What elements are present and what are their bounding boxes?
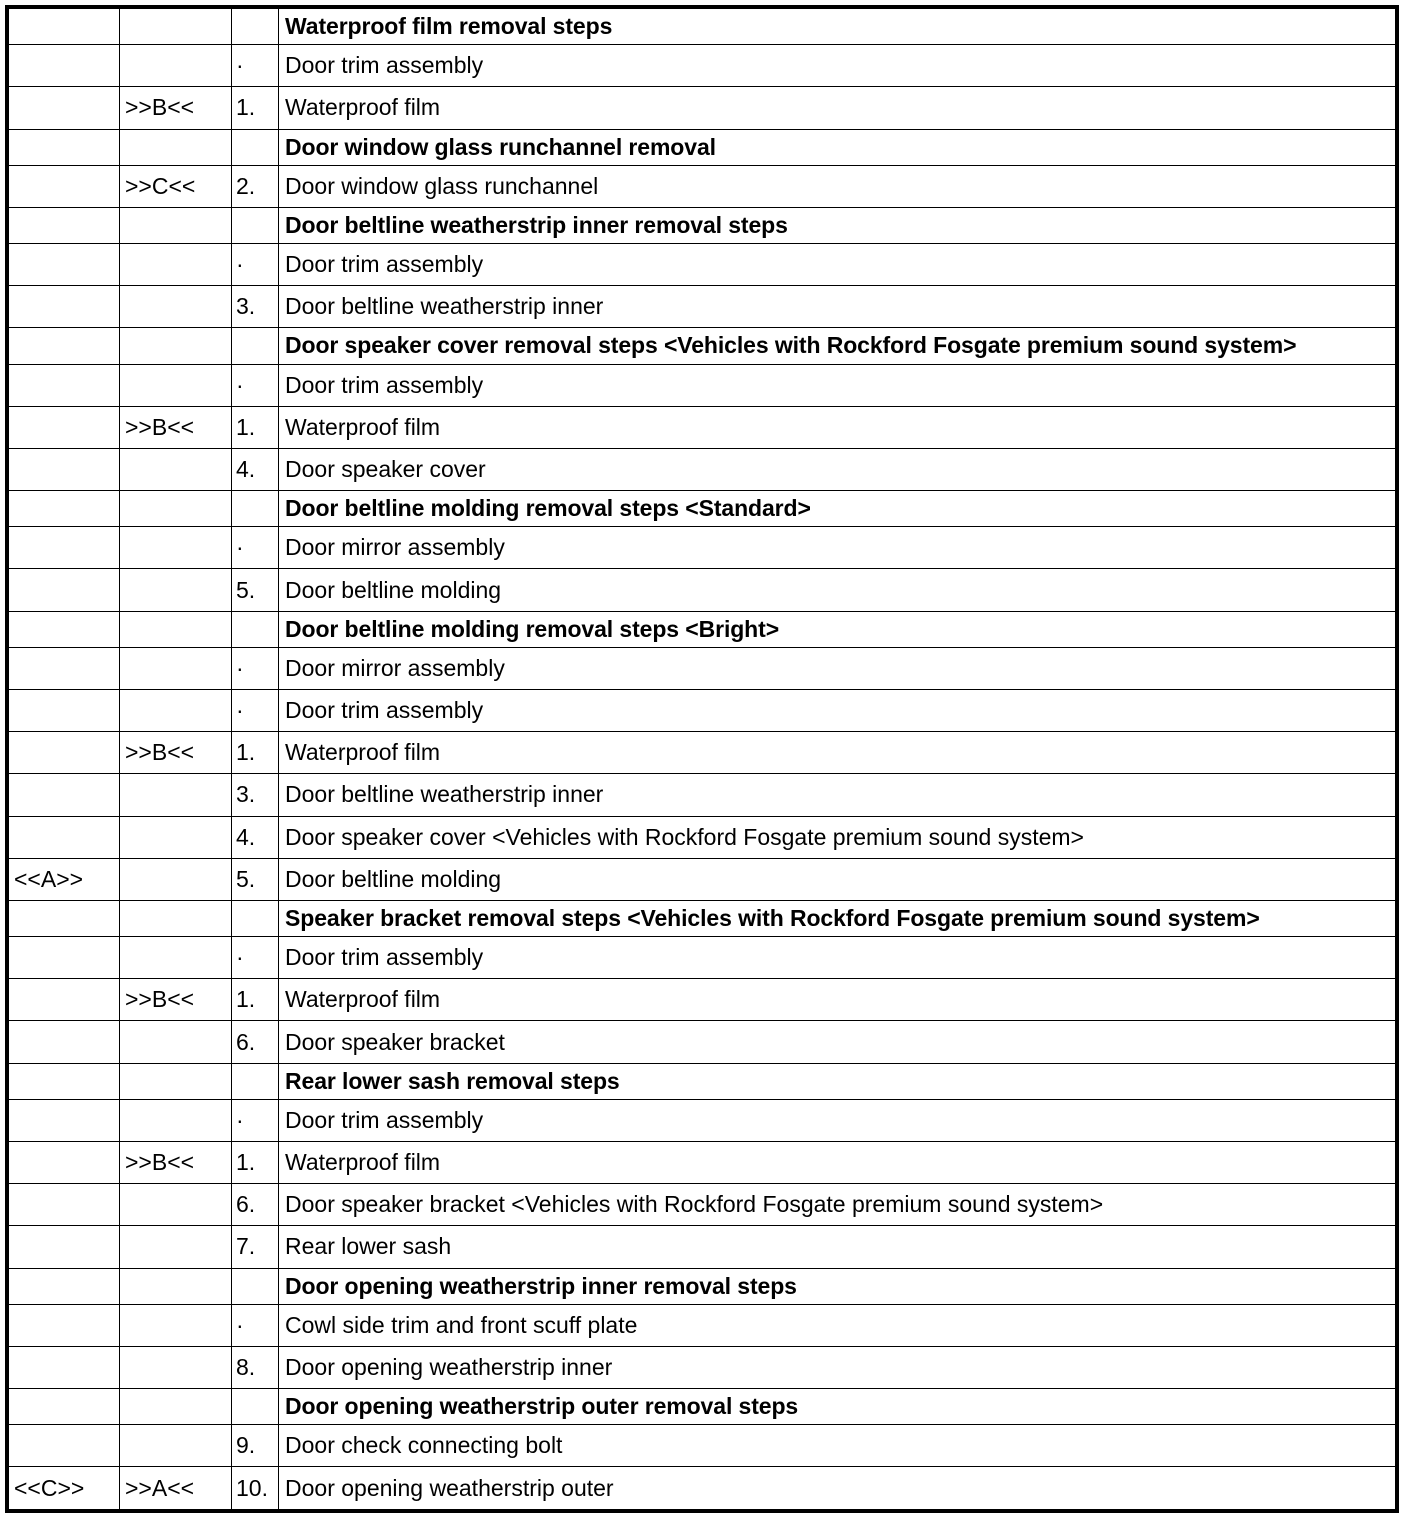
service-point-cell: [9, 1389, 120, 1425]
section-header-row: [9, 9, 1396, 45]
step-number-cell: 9.: [232, 1425, 279, 1467]
step-number-cell: [232, 9, 279, 45]
step-number-cell: [232, 129, 279, 165]
reference-cell: [120, 1063, 232, 1099]
step-number-cell: 8.: [232, 1346, 279, 1388]
service-point-cell: [9, 406, 120, 448]
step-number-cell: 6.: [232, 1184, 279, 1226]
step-number-cell: ·: [232, 937, 279, 979]
table-row: [9, 1467, 1396, 1510]
step-number-cell: ·: [232, 1304, 279, 1346]
reference-cell: [120, 1226, 232, 1268]
step-description: Door speaker bracket: [279, 1021, 1396, 1063]
step-description: Door mirror assembly: [279, 647, 1396, 689]
table-row: [9, 45, 1396, 87]
table-row: [9, 979, 1396, 1021]
reference-cell: [120, 244, 232, 286]
reference-cell: >>A<<: [120, 1467, 232, 1510]
table-row: [9, 1184, 1396, 1226]
table-row: [9, 406, 1396, 448]
reference-cell: >>C<<: [120, 165, 232, 207]
reference-cell: [120, 207, 232, 243]
table-row: [9, 1099, 1396, 1141]
service-point-cell: [9, 1063, 120, 1099]
step-description: Waterproof film: [279, 979, 1396, 1021]
service-point-cell: [9, 448, 120, 490]
step-description: Door opening weatherstrip inner: [279, 1346, 1396, 1388]
service-point-cell: [9, 647, 120, 689]
step-description: Door opening weatherstrip outer: [279, 1467, 1396, 1510]
step-number-cell: 7.: [232, 1226, 279, 1268]
reference-cell: [120, 9, 232, 45]
reference-cell: [120, 328, 232, 364]
reference-cell: [120, 1425, 232, 1467]
step-description: Door trim assembly: [279, 690, 1396, 732]
step-number-cell: ·: [232, 690, 279, 732]
step-number-cell: 3.: [232, 286, 279, 328]
reference-cell: [120, 364, 232, 406]
service-point-cell: [9, 286, 120, 328]
step-number-cell: ·: [232, 647, 279, 689]
step-number-cell: ·: [232, 244, 279, 286]
step-description: Waterproof film: [279, 732, 1396, 774]
service-point-cell: [9, 1142, 120, 1184]
table-body: [9, 9, 1396, 1510]
section-title: Door opening weatherstrip inner removal steps: [279, 1268, 1396, 1304]
section-title: Waterproof film removal steps: [279, 9, 1396, 45]
service-point-cell: [9, 45, 120, 87]
service-point-cell: [9, 1268, 120, 1304]
service-point-cell: [9, 527, 120, 569]
reference-cell: [120, 45, 232, 87]
service-point-cell: [9, 774, 120, 816]
step-number-cell: ·: [232, 1099, 279, 1141]
step-description: Door mirror assembly: [279, 527, 1396, 569]
step-number-cell: 4.: [232, 448, 279, 490]
step-number-cell: 5.: [232, 569, 279, 611]
step-number-cell: ·: [232, 364, 279, 406]
table-row: [9, 690, 1396, 732]
step-description: Waterproof film: [279, 406, 1396, 448]
section-title: Door speaker cover removal steps <Vehicles with Rockford Fosgate premium sound system>: [279, 328, 1396, 364]
step-description: Door beltline molding: [279, 569, 1396, 611]
service-point-cell: [9, 207, 120, 243]
section-header-row: [9, 611, 1396, 647]
service-point-cell: [9, 937, 120, 979]
reference-cell: [120, 858, 232, 900]
reference-cell: [120, 1184, 232, 1226]
step-description: Cowl side trim and front scuff plate: [279, 1304, 1396, 1346]
table-row: [9, 732, 1396, 774]
step-number-cell: 10.: [232, 1467, 279, 1510]
step-number-cell: 1.: [232, 979, 279, 1021]
reference-cell: [120, 491, 232, 527]
reference-cell: [120, 286, 232, 328]
step-description: Door beltline weatherstrip inner: [279, 774, 1396, 816]
step-description: Door trim assembly: [279, 937, 1396, 979]
service-point-cell: [9, 1425, 120, 1467]
step-description: Door speaker bracket <Vehicles with Rockford Fosgate premium sound system>: [279, 1184, 1396, 1226]
table-row: [9, 647, 1396, 689]
reference-cell: >>B<<: [120, 732, 232, 774]
reference-cell: >>B<<: [120, 87, 232, 129]
step-number-cell: 3.: [232, 774, 279, 816]
step-description: Door beltline weatherstrip inner: [279, 286, 1396, 328]
service-point-cell: [9, 364, 120, 406]
reference-cell: [120, 569, 232, 611]
service-point-cell: <<C>>: [9, 1467, 120, 1510]
reference-cell: [120, 647, 232, 689]
service-point-cell: [9, 9, 120, 45]
step-number-cell: ·: [232, 45, 279, 87]
table-row: [9, 244, 1396, 286]
reference-cell: [120, 1099, 232, 1141]
step-number-cell: [232, 1063, 279, 1099]
step-number-cell: 4.: [232, 816, 279, 858]
reference-cell: [120, 611, 232, 647]
reference-cell: >>B<<: [120, 979, 232, 1021]
step-number-cell: 5.: [232, 858, 279, 900]
step-description: Door trim assembly: [279, 244, 1396, 286]
table-row: [9, 858, 1396, 900]
step-number-cell: [232, 207, 279, 243]
step-description: Door beltline molding: [279, 858, 1396, 900]
section-title: Door beltline molding removal steps <Standard>: [279, 491, 1396, 527]
service-point-cell: [9, 900, 120, 936]
step-number-cell: 1.: [232, 732, 279, 774]
step-number-cell: 2.: [232, 165, 279, 207]
service-point-cell: <<A>>: [9, 858, 120, 900]
reference-cell: [120, 937, 232, 979]
reference-cell: [120, 129, 232, 165]
step-description: Waterproof film: [279, 1142, 1396, 1184]
service-point-cell: [9, 87, 120, 129]
table-row: [9, 1142, 1396, 1184]
section-title: Door opening weatherstrip outer removal steps: [279, 1389, 1396, 1425]
reference-cell: [120, 1389, 232, 1425]
reference-cell: [120, 1346, 232, 1388]
service-point-cell: [9, 244, 120, 286]
reference-cell: [120, 816, 232, 858]
service-point-cell: [9, 328, 120, 364]
section-title: Door beltline weatherstrip inner removal steps: [279, 207, 1396, 243]
section-header-row: [9, 328, 1396, 364]
section-header-row: [9, 1389, 1396, 1425]
service-point-cell: [9, 129, 120, 165]
step-description: Door window glass runchannel: [279, 165, 1396, 207]
table-row: [9, 286, 1396, 328]
service-point-cell: [9, 732, 120, 774]
service-point-cell: [9, 165, 120, 207]
table-row: [9, 569, 1396, 611]
section-title: Rear lower sash removal steps: [279, 1063, 1396, 1099]
table-row: [9, 1425, 1396, 1467]
service-point-cell: [9, 1099, 120, 1141]
table-row: [9, 87, 1396, 129]
section-title: Door window glass runchannel removal: [279, 129, 1396, 165]
service-point-cell: [9, 1021, 120, 1063]
reference-cell: >>B<<: [120, 1142, 232, 1184]
step-number-cell: [232, 491, 279, 527]
service-point-cell: [9, 816, 120, 858]
step-number-cell: 1.: [232, 1142, 279, 1184]
step-number-cell: ·: [232, 527, 279, 569]
service-point-cell: [9, 1226, 120, 1268]
step-number-cell: [232, 900, 279, 936]
removal-steps-table: [8, 8, 1396, 1510]
table-row: [9, 364, 1396, 406]
step-description: Door trim assembly: [279, 45, 1396, 87]
service-point-cell: [9, 690, 120, 732]
step-number-cell: 6.: [232, 1021, 279, 1063]
service-point-cell: [9, 491, 120, 527]
table-row: [9, 1021, 1396, 1063]
step-number-cell: [232, 328, 279, 364]
service-point-cell: [9, 611, 120, 647]
reference-cell: >>B<<: [120, 406, 232, 448]
reference-cell: [120, 900, 232, 936]
service-point-cell: [9, 1346, 120, 1388]
reference-cell: [120, 527, 232, 569]
step-number-cell: 1.: [232, 406, 279, 448]
step-description: Door check connecting bolt: [279, 1425, 1396, 1467]
reference-cell: [120, 448, 232, 490]
table-row: [9, 937, 1396, 979]
step-number-cell: [232, 1268, 279, 1304]
step-description: Door speaker cover: [279, 448, 1396, 490]
step-description: Waterproof film: [279, 87, 1396, 129]
table-row: [9, 165, 1396, 207]
reference-cell: [120, 1304, 232, 1346]
section-header-row: [9, 1063, 1396, 1099]
table-row: [9, 1304, 1396, 1346]
table-row: [9, 527, 1396, 569]
service-point-cell: [9, 569, 120, 611]
step-description: Door speaker cover <Vehicles with Rockford Fosgate premium sound system>: [279, 816, 1396, 858]
section-header-row: [9, 1268, 1396, 1304]
service-point-cell: [9, 1304, 120, 1346]
section-header-row: [9, 900, 1396, 936]
table-row: [9, 774, 1396, 816]
step-description: Door trim assembly: [279, 1099, 1396, 1141]
reference-cell: [120, 1021, 232, 1063]
table-row: [9, 448, 1396, 490]
section-header-row: [9, 129, 1396, 165]
reference-cell: [120, 774, 232, 816]
step-number-cell: [232, 1389, 279, 1425]
table-row: [9, 816, 1396, 858]
table-row: [9, 1346, 1396, 1388]
step-description: Door trim assembly: [279, 364, 1396, 406]
procedure-table-frame: [5, 5, 1399, 1513]
step-number-cell: 1.: [232, 87, 279, 129]
section-header-row: [9, 491, 1396, 527]
section-title: Speaker bracket removal steps <Vehicles with Rockford Fosgate premium sound system>: [279, 900, 1396, 936]
service-point-cell: [9, 1184, 120, 1226]
reference-cell: [120, 690, 232, 732]
reference-cell: [120, 1268, 232, 1304]
service-point-cell: [9, 979, 120, 1021]
table-row: [9, 1226, 1396, 1268]
section-header-row: [9, 207, 1396, 243]
step-description: Rear lower sash: [279, 1226, 1396, 1268]
section-title: Door beltline molding removal steps <Bright>: [279, 611, 1396, 647]
step-number-cell: [232, 611, 279, 647]
